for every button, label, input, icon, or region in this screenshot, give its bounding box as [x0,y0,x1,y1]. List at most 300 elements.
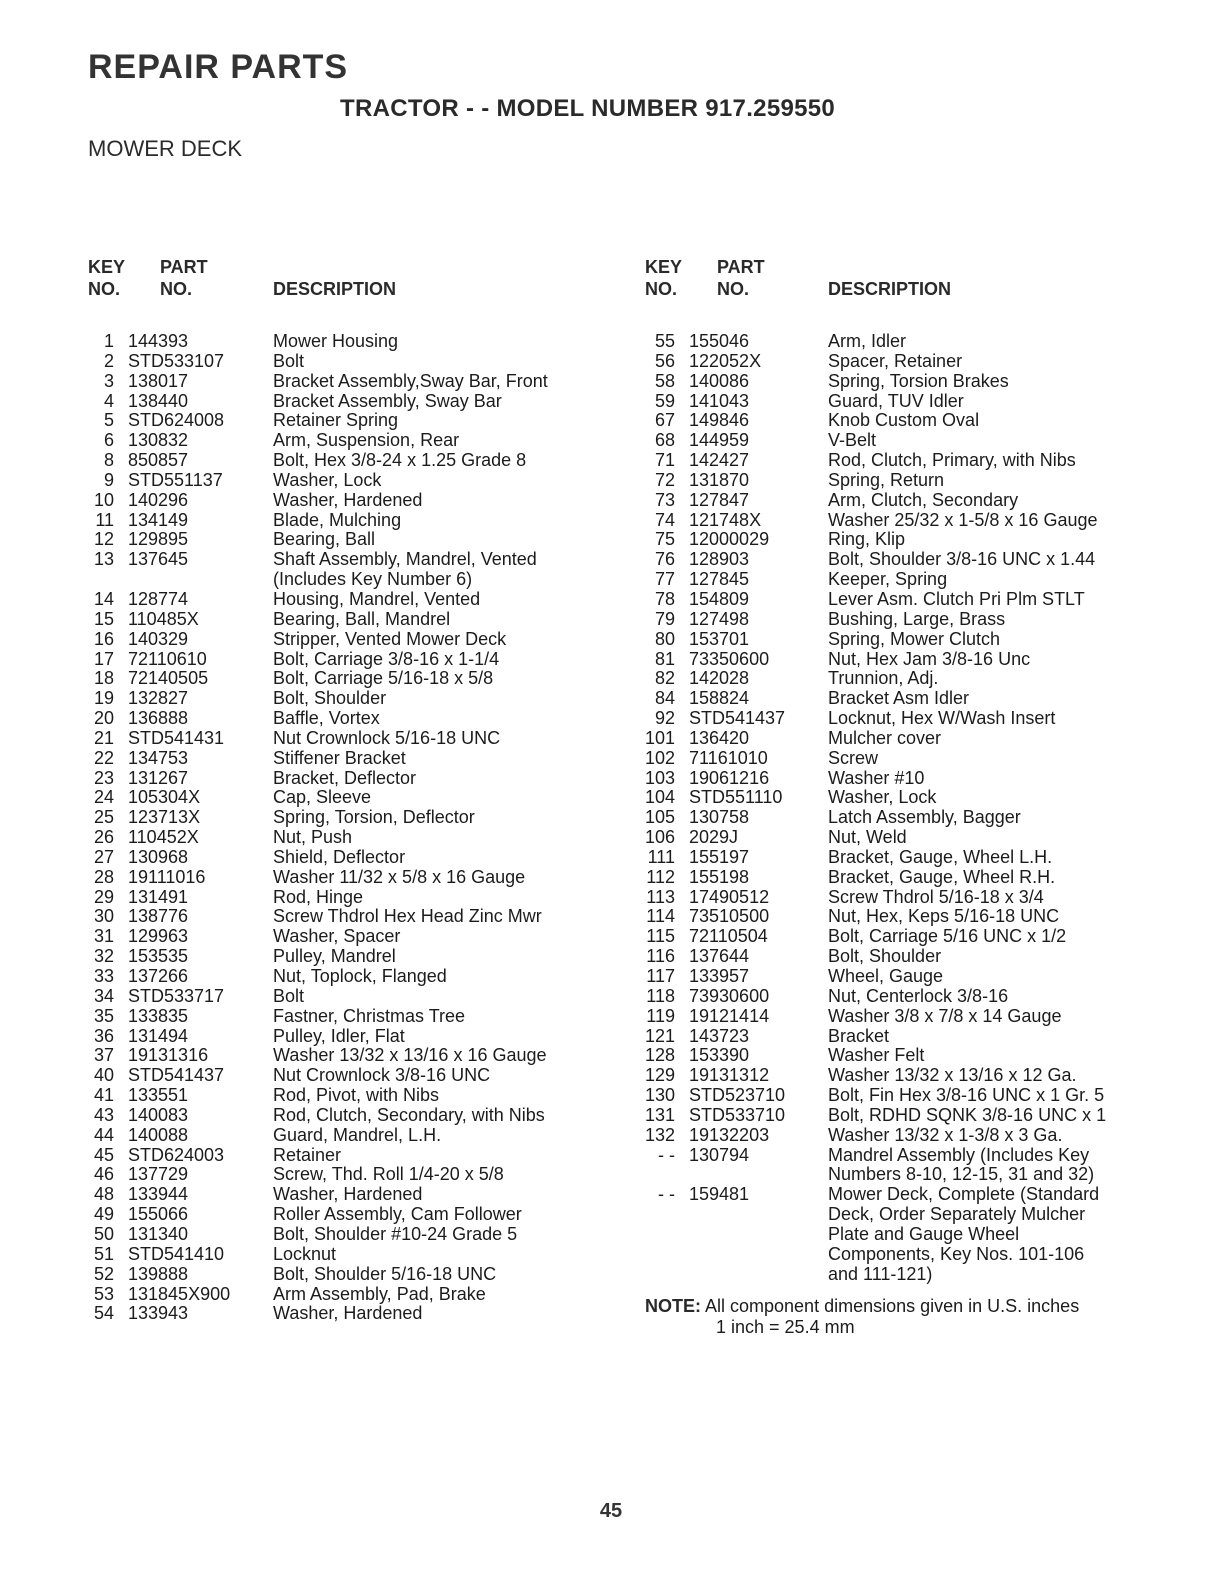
part-number: 138440 [128,390,189,411]
part-description: Screw, Thd. Roll 1/4-20 x 5/8 [273,1164,504,1185]
part-number: 140086 [689,370,750,391]
part-number: 130968 [128,846,189,867]
part-description: Bolt, Fin Hex 3/8-16 UNC x 1 Gr. 5 [828,1085,1105,1106]
part-number [675,1245,828,1265]
key-number: 102 [645,747,676,768]
part-description: Washer 3/8 x 7/8 x 14 Gauge [828,1005,1062,1026]
part-number: 127498 [689,608,750,629]
part-number: 155198 [689,866,750,887]
part-row [645,1046,1106,1066]
part-description: Bearing, Ball, Mandrel [273,608,451,629]
description-header: DESCRIPTION [273,279,397,299]
part-number: 136888 [128,708,189,729]
key-number: 59 [654,390,675,411]
part-number: 19131316 [128,1045,209,1066]
part-row [88,808,548,828]
part-row [645,729,1106,749]
part-row [88,491,548,511]
part-row [645,630,1106,650]
part-row [88,650,548,670]
part-row [645,650,1106,670]
part-description: Cap, Sleeve [273,787,372,808]
part-description: Bolt, Carriage 5/16-18 x 5/8 [273,668,494,689]
key-number: 45 [93,1144,114,1165]
parts-list [88,332,548,1324]
part-description: Washer 25/32 x 1-5/8 x 16 Gauge [828,509,1098,530]
part-number: 131491 [128,886,189,907]
part-row [88,888,548,908]
part-description: Bracket, Gauge, Wheel L.H. [828,846,1053,867]
part-row [645,352,1106,372]
key-number: 113 [646,886,675,907]
part-number: 153535 [128,946,189,967]
part-row-continuation [645,1225,1106,1245]
part-row [88,550,548,570]
part-description: Bracket Assembly, Sway Bar [273,390,502,411]
key-number: 111 [647,846,675,867]
part-row [88,630,548,650]
part-number: 130758 [689,807,750,828]
part-number: 140083 [128,1104,189,1125]
part-description: Screw [828,747,879,768]
key-number: 27 [93,846,114,867]
part-description: Spring, Torsion Brakes [828,370,1009,391]
part-description: Arm Assembly, Pad, Brake [273,1283,486,1304]
part-description: Bolt, Shoulder [828,946,942,967]
part-number: 140329 [128,628,189,649]
part-number: 138776 [128,906,189,927]
part-number: 144393 [128,331,189,351]
part-row [88,1126,548,1146]
part-row [88,1046,548,1066]
key-number: 2 [103,350,114,371]
part-number: 110485X [128,608,199,629]
key-number: 25 [93,807,114,828]
key-number: 119 [646,1005,675,1026]
part-description: Baffle, Vortex [273,708,380,729]
part-row [645,610,1106,630]
key-number: 37 [93,1045,114,1066]
part-description: Rod, Hinge [273,886,364,907]
part-description: Bolt, Shoulder #10-24 Grade 5 [273,1223,518,1244]
part-number: STD523710 [689,1085,786,1106]
part-number [675,1205,828,1225]
part-description: Fastner, Christmas Tree [273,1005,466,1026]
key-header: KEY [645,257,683,277]
key-number: 121 [645,1025,676,1046]
key-number: 16 [93,628,114,649]
part-number: 143723 [689,1025,750,1046]
part-number: 850857 [128,450,189,471]
part-header: PART [717,257,765,277]
part-row [88,987,548,1007]
key-number: 18 [93,668,114,689]
key-number: 44 [93,1124,114,1145]
part-row [645,848,1106,868]
part-number: 19121414 [689,1005,770,1026]
part-row [88,451,548,471]
key-number: 53 [93,1283,114,1304]
part-description: Pulley, Idler, Flat [273,1025,405,1046]
key-number: 32 [93,946,114,967]
part-description: Guard, Mandrel, L.H. [273,1124,442,1145]
key-number: 106 [645,827,676,848]
part-number: STD541431 [128,727,225,748]
part-number [675,1265,828,1285]
part-description: Washer, Lock [273,469,382,490]
part-row [645,1007,1106,1027]
part-description: Stripper, Vented Mower Deck [273,628,507,649]
part-description: Washer 11/32 x 5/8 x 16 Gauge [273,866,526,887]
part-description: Nut, Toplock, Flanged [273,966,447,986]
part-description: Mower Housing [273,331,399,351]
part-description: Plate and Gauge Wheel [828,1223,1020,1244]
part-description: Trunnion, Adj. [828,668,939,689]
part-row [645,392,1106,412]
key-number: 130 [645,1085,676,1106]
part-row [645,590,1106,610]
part-number: STD533107 [128,350,225,371]
part-row [88,729,548,749]
part-description: Components, Key Nos. 101-106 [828,1243,1085,1264]
key-number: 36 [93,1025,114,1046]
part-number: 153701 [689,628,750,649]
part-row [88,1146,548,1166]
part-description: Bolt, RDHD SQNK 3/8-16 UNC x 1 [828,1104,1107,1125]
part-row [645,788,1106,808]
part-description: Screw Thdrol 5/16-18 x 3/4 [828,886,1044,907]
key-number: 82 [654,668,675,689]
part-row [645,511,1106,531]
part-number: 72110610 [128,648,207,669]
part-number: 133943 [128,1303,189,1324]
part-number: 144959 [689,430,750,451]
part-number: 133957 [689,966,750,986]
key-number: 40 [93,1065,114,1086]
key-number: 112 [646,866,675,887]
part-number: 141043 [689,390,750,411]
part-description: Arm, Suspension, Rear [273,430,460,451]
part-description: Roller Assembly, Cam Follower [273,1204,522,1225]
part-number: 131340 [128,1223,189,1244]
part-row-continuation [645,1205,1106,1225]
part-number: 153390 [689,1045,750,1066]
key-number: 118 [646,985,675,1006]
part-number: 19061216 [689,767,770,788]
part-description: Spring, Torsion, Deflector [273,807,475,828]
part-number: 123713X [128,807,201,828]
part-description: V-Belt [828,430,877,451]
key-number: 3 [103,370,114,391]
key-number: 132 [645,1124,676,1145]
part-number: 72110504 [689,926,768,947]
part-description: Nut, Push [273,827,353,848]
part-row [88,332,548,352]
part-row [88,1165,548,1185]
part-row [645,868,1106,888]
part-number: 131267 [128,767,189,788]
part-description: Pulley, Mandrel [273,946,396,967]
key-number: 68 [654,430,675,451]
key-number: 105 [645,807,676,828]
key-number: 131 [645,1104,676,1125]
key-number: 6 [103,430,114,451]
part-number: 17490512 [689,886,770,907]
part-row [88,788,548,808]
part-number: 137644 [689,946,750,967]
part-description: Bracket, Deflector [273,767,417,788]
key-number [645,1225,675,1245]
part-row-continuation [645,1165,1106,1185]
key-number: 103 [645,767,676,788]
part-description: Screw Thdrol Hex Head Zinc Mwr [273,906,542,927]
key-number: 67 [654,410,675,431]
model-subtitle: TRACTOR - - MODEL NUMBER 917.259550 [340,95,836,122]
part-number: 127845 [689,569,750,590]
key-number: 72 [654,469,675,490]
part-description: Keeper, Spring [828,569,948,590]
key-number: 51 [93,1243,114,1264]
part-number: 155066 [128,1204,189,1225]
key-no-header: NO. [88,279,121,299]
key-number: 104 [645,787,676,808]
part-row [88,530,548,550]
key-number: 29 [93,886,114,907]
part-row [88,669,548,689]
part-description: Washer, Hardened [273,489,423,510]
key-number: 31 [93,926,114,947]
key-number: 81 [654,648,675,669]
part-number: STD624008 [128,410,225,431]
part-description: Bearing, Ball [273,529,376,550]
key-number: 114 [646,906,675,927]
part-row [88,709,548,729]
key-number: 46 [93,1164,114,1185]
key-number [645,1205,675,1225]
part-number: 129895 [128,529,189,550]
part-row [88,431,548,451]
part-number: 130832 [128,430,189,451]
part-row [645,1146,1106,1166]
key-number: 49 [93,1204,114,1225]
part-description: Mulcher cover [828,727,942,748]
key-header: KEY [88,257,126,277]
part-row [88,868,548,888]
part-row [88,1265,548,1285]
part-row [645,332,1106,352]
part-number: 128774 [128,588,189,609]
key-number: 76 [654,549,675,570]
part-number: 134753 [128,747,189,768]
part-description: Arm, Clutch, Secondary [828,489,1019,510]
part-header: PART [160,257,208,277]
part-number: STD541410 [128,1243,225,1264]
part-description: Nut, Weld [828,827,907,848]
part-number: STD533717 [128,985,225,1006]
part-description: Rod, Clutch, Primary, with Nibs [828,450,1076,471]
part-row [645,808,1106,828]
part-number: 19131312 [689,1065,770,1086]
key-number: 17 [93,648,114,669]
key-number: 52 [93,1263,114,1284]
key-number: 116 [646,946,675,967]
part-row [88,1066,548,1086]
part-description: Washer 13/32 x 13/16 x 12 Ga. [828,1065,1077,1086]
key-number: 8 [103,450,114,471]
key-number: 12 [93,529,114,550]
part-description: Latch Assembly, Bagger [828,807,1021,828]
part-row [88,1106,548,1126]
part-row [88,610,548,630]
part-number [675,1225,828,1245]
page-title: REPAIR PARTS [88,48,349,86]
part-row [645,709,1106,729]
part-row [88,1225,548,1245]
part-row [88,1205,548,1225]
part-row [88,927,548,947]
key-number: 26 [93,827,114,848]
part-number: STD624003 [128,1144,225,1165]
key-number: 30 [93,906,114,927]
key-number: 74 [654,509,675,530]
part-number: 140088 [128,1124,189,1145]
part-number: 122052X [689,350,762,371]
part-row [645,530,1106,550]
part-number: 142028 [689,668,750,689]
key-number [645,1165,675,1185]
part-description: Washer Felt [828,1045,925,1066]
part-description: Retainer [273,1144,342,1165]
part-description: Washer #10 [828,767,925,788]
part-number: 154809 [689,588,750,609]
key-number: 71 [654,450,675,471]
key-number: 35 [93,1005,114,1026]
part-number: 127847 [689,489,750,510]
section-title: MOWER DECK [88,136,242,161]
key-number: 15 [93,608,114,629]
key-number: 28 [93,866,114,887]
part-number: STD533710 [689,1104,786,1125]
part-row [645,1066,1106,1086]
part-description: Shield, Deflector [273,846,406,867]
part-description: Mower Deck, Complete (Standard [828,1184,1100,1205]
part-number: 71161010 [689,747,768,768]
part-description: Washer 13/32 x 13/16 x 16 Gauge [273,1045,547,1066]
part-row [88,1245,548,1265]
key-number: 80 [654,628,675,649]
key-number: 128 [645,1045,676,1066]
part-row [645,907,1106,927]
part-row [645,769,1106,789]
part-row [88,907,548,927]
part-row [645,828,1106,848]
part-number: STD551137 [128,469,223,490]
part-row [88,1304,548,1324]
part-row [88,1086,548,1106]
key-number: 75 [654,529,675,550]
part-row [88,749,548,769]
part-description: Bracket Asm Idler [828,688,970,709]
key-number: 48 [93,1184,114,1205]
part-row [645,947,1106,967]
part-row [645,570,1106,590]
page-number: 45 [599,1500,623,1522]
part-number: 139888 [128,1263,189,1284]
part-description: Spacer, Retainer [828,350,963,371]
part-row [645,451,1106,471]
key-number [88,570,114,590]
part-description: Wheel, Gauge [828,966,944,986]
part-row [645,987,1106,1007]
part-number: 131494 [128,1025,189,1046]
part-row [88,1027,548,1047]
part-description: Rod, Pivot, with Nibs [273,1085,440,1106]
part-description: Bushing, Large, Brass [828,608,1006,629]
part-number: 131845X900 [128,1283,231,1304]
part-row [88,352,548,372]
key-number: 55 [654,331,675,351]
part-number: STD541437 [689,708,786,729]
part-description: Nut, Hex Jam 3/8-16 Unc [828,648,1031,669]
part-row [645,967,1106,987]
part-description: Bolt, Carriage 5/16 UNC x 1/2 [828,926,1067,947]
key-number [645,1245,675,1265]
part-description: Nut Crownlock 3/8-16 UNC [273,1065,491,1086]
part-row [88,769,548,789]
key-number: 10 [93,489,114,510]
part-row [88,689,548,709]
part-number [675,1165,828,1185]
key-number: 33 [93,966,114,986]
part-row [645,1106,1106,1126]
part-description: Locknut [273,1243,337,1264]
part-number: 134149 [128,509,189,530]
part-row [88,828,548,848]
part-description: Locknut, Hex W/Wash Insert [828,708,1056,729]
key-number: 54 [93,1303,114,1324]
part-row-continuation [88,570,548,590]
part-row [645,471,1106,491]
part-row [645,372,1106,392]
part-description: Bracket [828,1025,890,1046]
part-number: 158824 [689,688,750,709]
key-number: 24 [93,787,114,808]
key-number: 117 [646,966,675,986]
parts-list [645,332,1106,1285]
description-header: DESCRIPTION [828,279,952,299]
key-number: 73 [654,489,675,510]
part-description: Bolt, Shoulder [273,688,387,709]
part-number [114,570,273,590]
part-row [645,1027,1106,1047]
key-number: 78 [654,588,675,609]
part-row [645,431,1106,451]
part-number: 131870 [689,469,750,490]
part-number: 2029J [689,827,739,848]
part-description: Housing, Mandrel, Vented [273,588,481,609]
key-number: 79 [654,608,675,629]
key-number: 1 [103,331,114,351]
part-row [645,1086,1106,1106]
part-row [88,392,548,412]
part-number: 155197 [689,846,750,867]
key-number: - - [658,1184,675,1205]
key-number: 84 [654,688,675,709]
part-number: 73350600 [689,648,770,669]
part-row [88,1285,548,1305]
part-row [88,411,548,431]
part-description: Mandrel Assembly (Includes Key [828,1144,1090,1165]
